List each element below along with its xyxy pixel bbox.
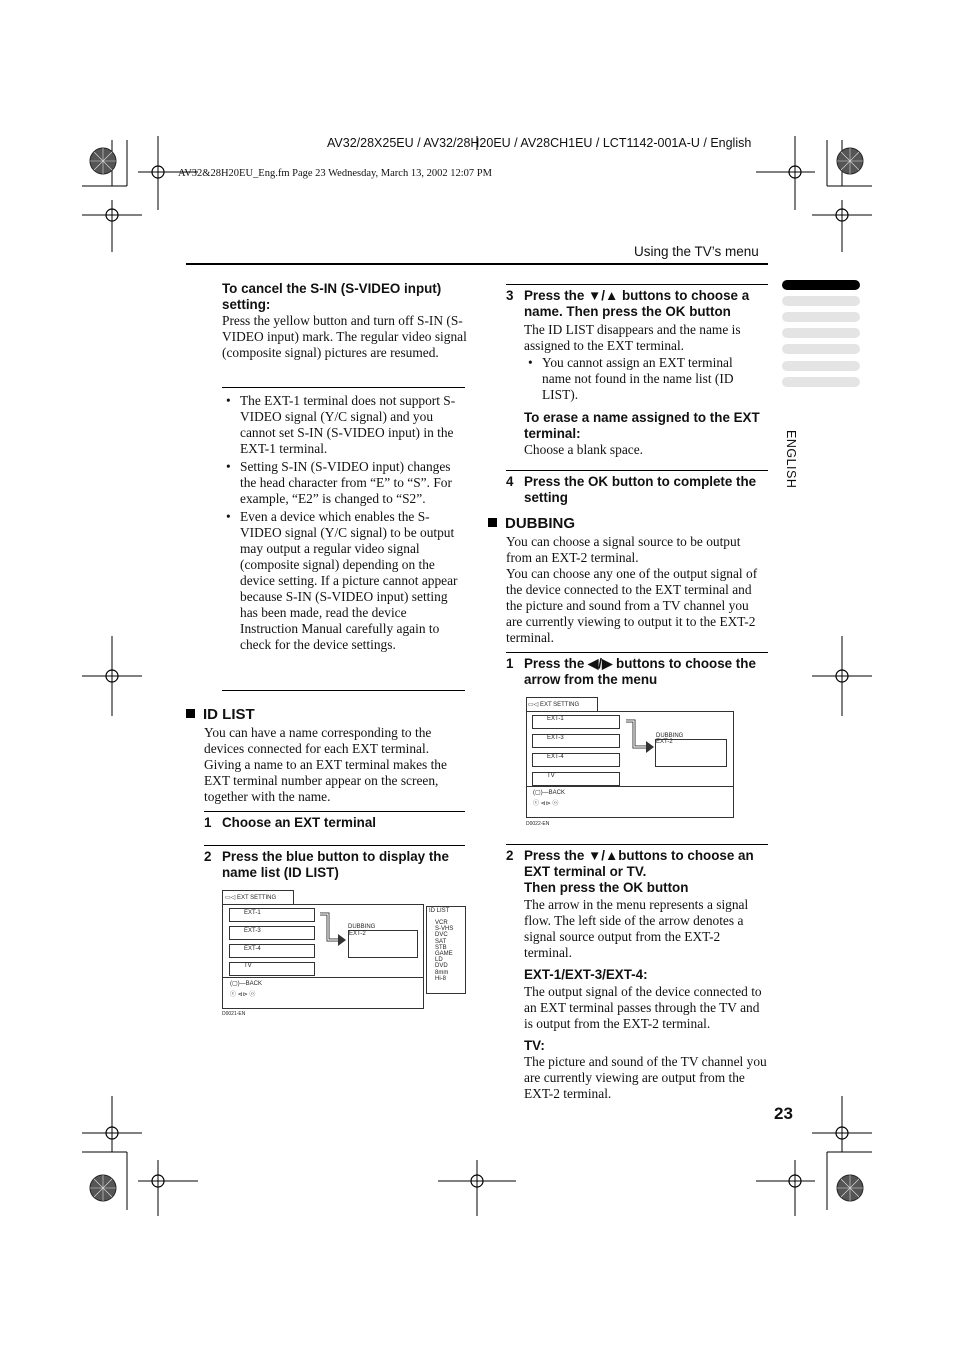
- step-text: Press the blue button to display the name list (ID LIST): [222, 849, 449, 880]
- back-text: BACK: [548, 790, 566, 796]
- step3-rule: [506, 284, 768, 285]
- menu-icon: ▭◁: [528, 702, 540, 708]
- id-list-title: ID LIST: [429, 908, 450, 914]
- step1-rule: [204, 811, 465, 812]
- note-item: • Even a device which enables the S-VIDEO signal (Y/C signal) to be output may output a regular video signal (composite signal) depending on the device setting. If a picture cannot appear because S-IN (S-VIDEO input) setting has been made, read the device Instruction Manual carefully again to check for the device settings.: [222, 509, 467, 653]
- step-text: Choose an EXT terminal: [222, 815, 377, 830]
- menu-row-label: EXT-1: [547, 716, 564, 722]
- menu-title: [225, 894, 276, 901]
- step3-body: The ID LIST disappears and the name is assigned to the EXT terminal.: [524, 322, 741, 353]
- menu-row-tv: [532, 772, 620, 786]
- back-text: BACK: [245, 981, 263, 987]
- side-tab: [782, 377, 860, 387]
- page-number: 23: [774, 1104, 793, 1123]
- header-model-line: AV32/28X25EU / AV32/28H20EU / AV28CH1EU / LCT1142-001A-U / English: [327, 136, 752, 150]
- id-list-items: [435, 920, 453, 982]
- d-step2-rule: [506, 844, 768, 845]
- id-list-item: LD: [435, 957, 443, 964]
- menu-row-label: EXT-4: [244, 946, 261, 952]
- dubbing-arrow-icon: [318, 912, 348, 946]
- header-section: Using the TV’s menu: [634, 244, 759, 259]
- side-tab: [782, 296, 860, 306]
- menu-row-tv: [229, 962, 315, 976]
- id-list-item: S-VHS: [435, 926, 454, 933]
- side-tab: [782, 344, 860, 354]
- back-label: [230, 980, 262, 987]
- side-tab: [782, 328, 860, 338]
- dubbing-body-1: You can choose a signal source to be output from an EXT-2 terminal.: [506, 534, 741, 565]
- menu-title: [528, 701, 579, 708]
- id-list-heading: [186, 706, 255, 723]
- dubbing-step-2: [506, 848, 768, 896]
- step3-note-list: [524, 355, 764, 405]
- step-text: Press the OK button to complete the setting: [524, 474, 757, 505]
- menu-row-label: TV: [547, 773, 555, 779]
- menu-title-text: EXT SETTING: [539, 702, 580, 708]
- notes-top-rule: [222, 387, 465, 388]
- id-list-body: You can have a name corresponding to the devices connected for each EXT terminal. Giving a name to an EXT terminal makes the EXT terminal number appear on the screen, together with the name.: [204, 725, 447, 804]
- ext-title: EXT-1/EXT-3/EXT-4:: [524, 967, 648, 982]
- back-label: [533, 789, 565, 796]
- id-list-item: SAT: [435, 938, 447, 945]
- id-list-heading-text: ID LIST: [203, 706, 255, 723]
- cancel-title: To cancel the S-IN (S-VIDEO input) setting:: [222, 281, 442, 312]
- step-1: [204, 815, 467, 831]
- id-list-item: 8mm: [435, 969, 449, 976]
- menu-row-ext3: [532, 734, 620, 748]
- dubbing-arrow-icon: [624, 719, 656, 753]
- erase-body: Choose a blank space.: [524, 442, 643, 457]
- step2-rule: [204, 845, 465, 846]
- id-list-item: VCR: [435, 920, 448, 926]
- menu-row-ext4: [532, 753, 620, 767]
- cancel-body: Press the yellow button and turn off S-IN (S-VIDEO input) mark. The regular video signal (composite signal) pictures are resumed.: [222, 313, 467, 360]
- step-text: Press the ▼/▲buttons to choose an EXT terminal or TV.: [524, 848, 754, 879]
- menu-row-label: EXT-4: [547, 754, 564, 760]
- menu-row-ext4: [229, 944, 315, 958]
- menu-icon: ▭◁: [225, 895, 237, 901]
- step-text: Press the ▼/▲ buttons to choose a name. Then press the OK button: [524, 288, 750, 319]
- notes-bottom-rule: [222, 690, 465, 691]
- note-item: • You cannot assign an EXT terminal name not found in the name list (ID LIST).: [524, 355, 764, 403]
- menu-title-text: EXT SETTING: [236, 895, 277, 901]
- dubbing-target: EXT-2: [656, 739, 673, 745]
- step-number: 3: [506, 288, 514, 303]
- id-list-item: DVD: [435, 963, 448, 970]
- menu-row-ext1: [229, 908, 315, 922]
- dubbing-label: DUBBING: [656, 733, 684, 739]
- step-text-line2: Then press the OK button: [524, 880, 689, 895]
- side-label: ENGLISH: [784, 430, 798, 489]
- step-4: [506, 474, 764, 506]
- tv-title: TV:: [524, 1038, 545, 1053]
- dubbing-heading-text: DUBBING: [505, 515, 575, 532]
- ext-body: The output signal of the device connected to an EXT terminal passes through the TV and is output from the EXT-2 terminal.: [524, 984, 762, 1031]
- id-list-item: Hi-8: [435, 975, 447, 982]
- notes-list: [222, 393, 467, 655]
- square-bullet-icon: [186, 709, 195, 718]
- step-number: 1: [506, 656, 514, 671]
- diagram-code: D0021-EN: [222, 1011, 246, 1017]
- header-file-line: AV32&28H20EU_Eng.fm Page 23 Wednesday, March 13, 2002 12:07 PM: [178, 168, 492, 179]
- menu-row-label: TV: [244, 963, 252, 969]
- back-button-icon: (▢)—: [230, 981, 246, 987]
- step-2: [204, 849, 472, 881]
- menu-row-label: EXT-3: [547, 735, 564, 741]
- dubbing-body-2: You can choose any one of the output signal of the device connected to the EXT terminal and the picture and sound from a TV channel you are currently viewing to output it to the EXT-2 terminal.: [506, 566, 758, 645]
- diagram-code: D0022-EN: [526, 821, 550, 827]
- menu-row-ext1: [532, 715, 620, 729]
- dubbing-step2-body: The arrow in the menu represents a signal flow. The left side of the arrow denotes a signal source output from the EXT-2 terminal.: [524, 897, 749, 960]
- step-text: Press the ◀/▶ buttons to choose the arrow from the menu: [524, 656, 756, 687]
- tv-body: The picture and sound of the TV channel you are currently viewing are output from the EXT-2 terminal.: [524, 1054, 767, 1101]
- side-tab: [782, 312, 860, 322]
- header-rule: [186, 263, 768, 265]
- ext-setting-menu-diagram: [222, 890, 468, 1020]
- dubbing-target: EXT-2: [349, 931, 366, 937]
- menu-row-ext3: [229, 926, 315, 940]
- d-step1-rule: [506, 652, 768, 653]
- id-list-item: GAME: [435, 951, 453, 958]
- id-list-item: DVC: [435, 932, 448, 939]
- note-item: • The EXT-1 terminal does not support S-VIDEO signal (Y/C signal) and you cannot set S-IN (S-VIDEO input) in the EXT-1 terminal.: [222, 393, 467, 457]
- remote-buttons-icon: ⓥ ⊲⊳ ⓞ: [230, 992, 256, 998]
- dubbing-menu-diagram: [524, 697, 738, 831]
- menu-row-label: EXT-3: [244, 928, 261, 934]
- id-list-item: STB: [435, 944, 447, 951]
- step4-rule: [506, 470, 768, 471]
- dubbing-step-1: [506, 656, 764, 688]
- back-button-icon: (▢)—: [533, 790, 549, 796]
- step-number: 2: [506, 848, 514, 863]
- remote-buttons-icon: ⓥ ⊲⊳ ⓞ: [533, 801, 559, 807]
- side-tab: [782, 361, 860, 371]
- side-tab-active: [782, 280, 860, 290]
- step-number: 1: [204, 815, 212, 830]
- step-number: 4: [506, 474, 514, 489]
- erase-title: To erase a name assigned to the EXT terminal:: [524, 410, 760, 441]
- square-bullet-icon: [488, 518, 497, 527]
- note-item: • Setting S-IN (S-VIDEO input) changes the head character from “E” to “S”. For example, “E2” is changed to “S2”.: [222, 459, 467, 507]
- step-number: 2: [204, 849, 212, 864]
- dubbing-heading: [488, 515, 575, 532]
- step-3: [506, 288, 769, 320]
- dubbing-label: DUBBING: [348, 924, 376, 930]
- menu-row-label: EXT-1: [244, 910, 261, 916]
